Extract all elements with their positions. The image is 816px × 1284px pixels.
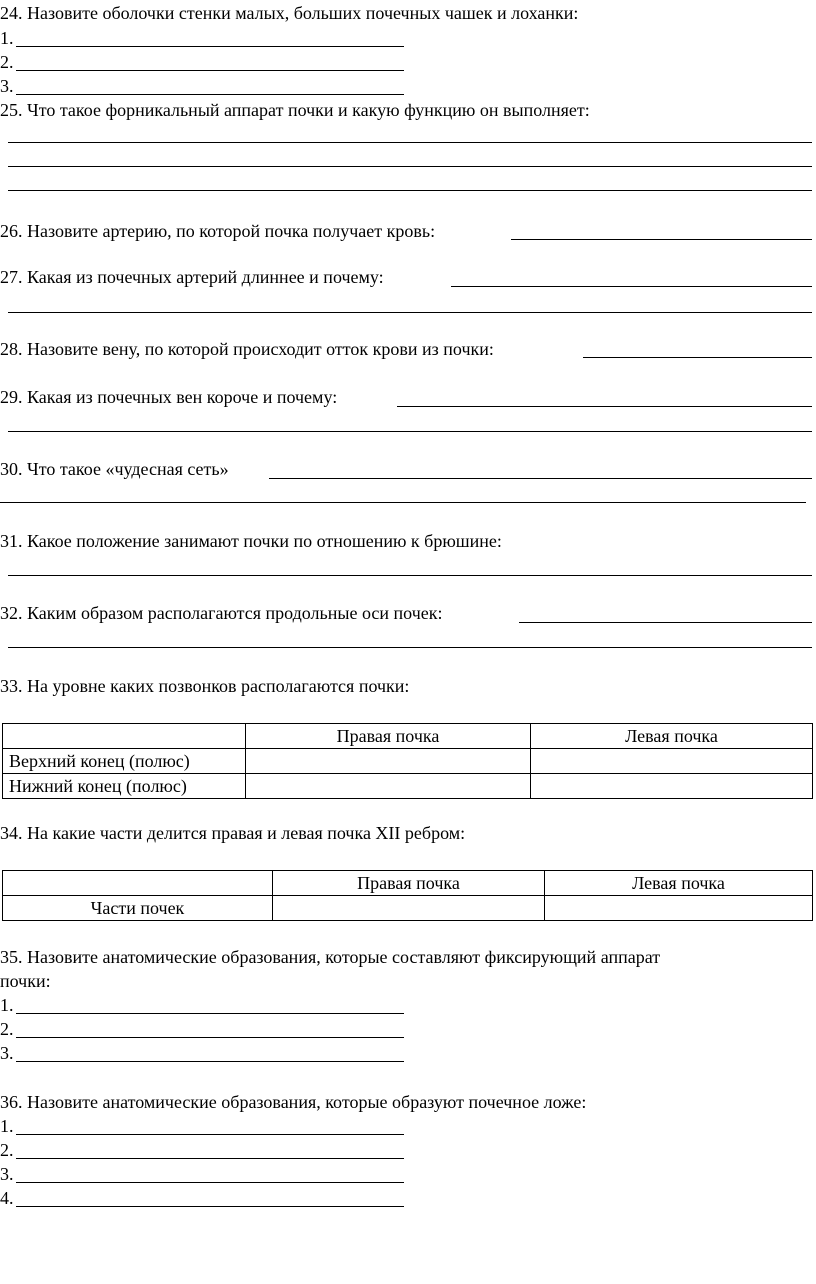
q30-answer-line-1[interactable] (269, 478, 812, 479)
q30-answer-line-2[interactable] (0, 502, 806, 503)
q35-item-3-label: 3. (0, 1043, 14, 1063)
q24-item-2-label: 2. (0, 52, 14, 72)
q24-item-3-label: 3. (0, 76, 14, 96)
question-31: 31. Какое положение занимают почки по отношению к брюшине: (0, 531, 502, 551)
q24-answer-line-2[interactable] (16, 70, 404, 71)
q36-answer-line-3[interactable] (16, 1182, 404, 1183)
q36-answer-line-2[interactable] (16, 1158, 404, 1159)
q35-answer-line-2[interactable] (16, 1037, 404, 1038)
q24-item-1-label: 1. (0, 28, 14, 48)
table-answer-cell[interactable] (531, 774, 813, 799)
q35-answer-line-1[interactable] (16, 1013, 404, 1014)
question-25: 25. Что такое форникальный аппарат почки и какую функцию он выполняет: (0, 100, 590, 120)
question-32: 32. Каким образом располагаются продольные оси почек: (0, 603, 443, 623)
q31-answer-line[interactable] (8, 575, 812, 576)
table-header-cell: Правая почка (273, 871, 545, 896)
table-header-cell (3, 724, 246, 749)
table-answer-cell[interactable] (246, 774, 531, 799)
q34-parts-table (2, 870, 813, 921)
q28-answer-line[interactable] (583, 357, 812, 358)
q24-answer-line-1[interactable] (16, 46, 404, 47)
q36-item-1-label: 1. (0, 1116, 14, 1136)
q32-answer-line-1[interactable] (519, 622, 812, 623)
question-34: 34. На какие части делится правая и левая почка XII ребром: (0, 823, 466, 843)
q24-answer-line-3[interactable] (16, 94, 404, 95)
q29-answer-line-2[interactable] (8, 431, 812, 432)
question-35-continued: почки: (0, 971, 51, 991)
table-header-cell: Правая почка (246, 724, 531, 749)
q35-item-2-label: 2. (0, 1019, 14, 1039)
q36-answer-line-4[interactable] (16, 1206, 404, 1207)
table-row-label: Верхний конец (полюс) (3, 749, 246, 774)
question-36: 36. Назовите анатомические образования, которые образуют почечное ложе: (0, 1092, 587, 1112)
q25-answer-line-3[interactable] (8, 190, 812, 191)
question-24: 24. Назовите оболочки стенки малых, больших почечных чашек и лоханки: (0, 3, 579, 23)
q32-answer-line-2[interactable] (8, 647, 812, 648)
q25-answer-line-2[interactable] (8, 166, 812, 167)
table-answer-cell[interactable] (531, 749, 813, 774)
q27-answer-line-1[interactable] (451, 286, 812, 287)
q27-answer-line-2[interactable] (8, 312, 812, 313)
q35-answer-line-3[interactable] (16, 1061, 404, 1062)
table-header-cell: Левая почка (545, 871, 813, 896)
question-29: 29. Какая из почечных вен короче и почему: (0, 387, 338, 407)
table-header-cell (3, 871, 273, 896)
q36-item-3-label: 3. (0, 1164, 14, 1184)
q26-answer-line[interactable] (511, 239, 812, 240)
table-answer-cell[interactable] (246, 749, 531, 774)
question-27: 27. Какая из почечных артерий длиннее и почему: (0, 267, 384, 287)
table-row-label: Части почек (3, 896, 273, 921)
table-header-row (3, 871, 813, 896)
q36-item-4-label: 4. (0, 1188, 14, 1208)
question-33: 33. На уровне каких позвонков располагаются почки: (0, 676, 410, 696)
question-35: 35. Назовите анатомические образования, которые составляют фиксирующий аппарат (0, 947, 661, 967)
table-row-label: Нижний конец (полюс) (3, 774, 246, 799)
table-answer-cell[interactable] (545, 896, 813, 921)
table-header-row (3, 724, 813, 749)
q36-item-2-label: 2. (0, 1140, 14, 1160)
question-26: 26. Назовите артерию, по которой почка получает кровь: (0, 221, 436, 241)
q25-answer-line-1[interactable] (8, 142, 812, 143)
q29-answer-line-1[interactable] (397, 406, 812, 407)
q33-vertebrae-table (2, 723, 813, 799)
table-row (3, 749, 813, 774)
q36-answer-line-1[interactable] (16, 1134, 404, 1135)
table-header-cell: Левая почка (531, 724, 813, 749)
table-row (3, 896, 813, 921)
question-30: 30. Что такое «чудесная сеть» (0, 459, 229, 479)
table-row (3, 774, 813, 799)
q35-item-1-label: 1. (0, 995, 14, 1015)
question-28: 28. Назовите вену, по которой происходит отток крови из почки: (0, 339, 494, 359)
table-answer-cell[interactable] (273, 896, 545, 921)
